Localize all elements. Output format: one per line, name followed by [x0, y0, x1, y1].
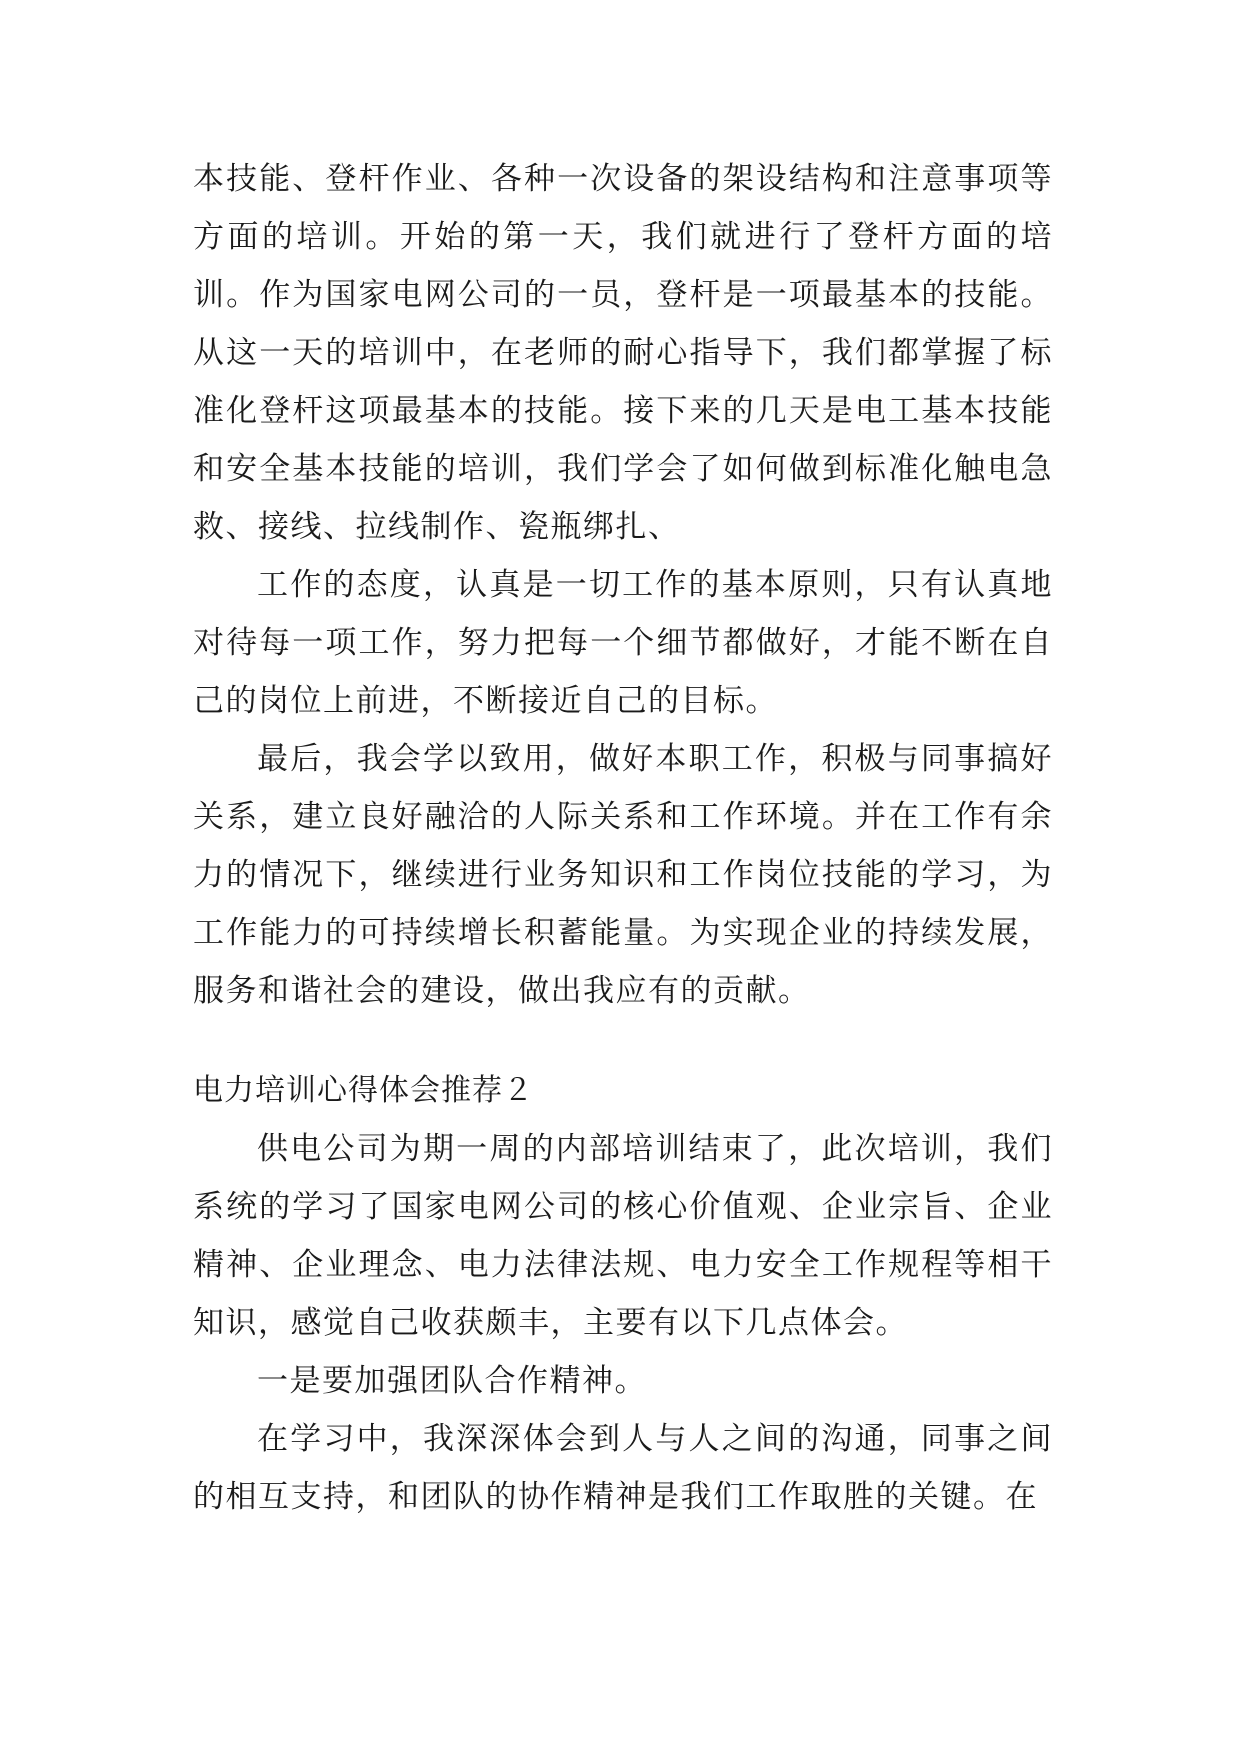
- paragraph-teamwork-point: 一是要加强团队合作精神。: [257, 1363, 647, 1399]
- document-body: [193, 150, 1053, 1526]
- section-heading: 电力培训心得体会推荐２: [193, 1073, 534, 1108]
- paragraph-conclusion: 最后，我会学以致用，做好本职工作，积极与同事搞好关系，建立良好融洽的人际关系和工作环境。并在工作有余力的情况下，继续进行业务知识和工作岗位技能的学习，为工作能力的可持续增长积蓄能量。为实现企业的持续发展，服务和谐社会的建设，做出我应有的贡献。: [193, 741, 1053, 1009]
- paragraph-training-skills: 本技能、登杆作业、各种一次设备的架设结构和注意事项等方面的培训。开始的第一天，我们就进行了登杆方面的培训。作为国家电网公司的一员，登杆是一项最基本的技能。从这一天的培训中，在老师的耐心指导下，我们都掌握了标准化登杆这项最基本的技能。接下来的几天是电工基本技能和安全基本技能的培训，我们学会了如何做到标准化触电急救、接线、拉线制作、瓷瓶绑扎、: [193, 161, 1053, 545]
- paragraph-teamwork-detail: 在学习中，我深深体会到人与人之间的沟通，同事之间的相互支持，和团队的协作精神是我们工作取胜的关键。在: [193, 1421, 1053, 1515]
- paragraph-training-summary: 供电公司为期一周的内部培训结束了，此次培训，我们系统的学习了国家电网公司的核心价值观、企业宗旨、企业精神、企业理念、电力法律法规、电力安全工作规程等相干知识，感觉自己收获颇丰，主要有以下几点体会。: [193, 1131, 1053, 1341]
- paragraph-work-attitude: 工作的态度，认真是一切工作的基本原则，只有认真地对待每一项工作，努力把每一个细节都做好，才能不断在自己的岗位上前进，不断接近自己的目标。: [193, 567, 1053, 719]
